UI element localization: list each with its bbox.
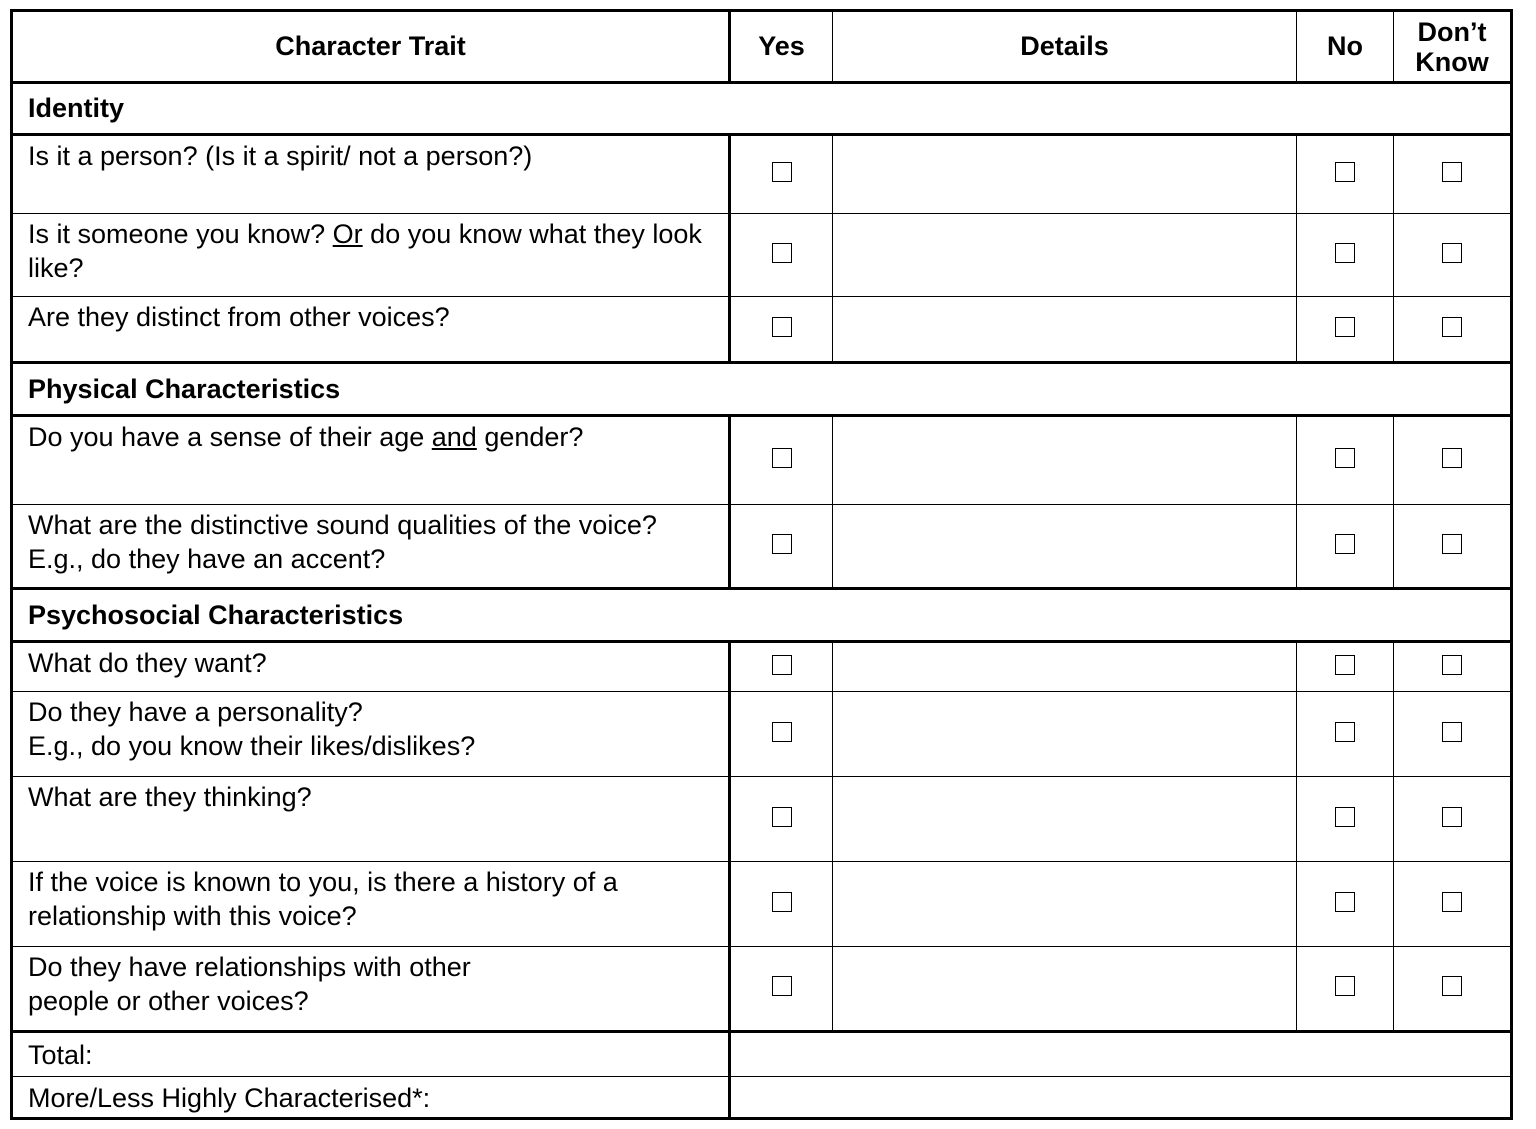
yes-checkbox[interactable] xyxy=(772,448,792,468)
yes-cell xyxy=(730,505,833,589)
question-row xyxy=(12,642,1512,692)
dont-know-cell xyxy=(1394,297,1512,363)
question-row xyxy=(12,862,1512,947)
no-checkbox[interactable] xyxy=(1335,892,1355,912)
question-row xyxy=(12,135,1512,214)
section-row-physical xyxy=(12,363,1512,416)
no-cell xyxy=(1297,505,1394,589)
total-row xyxy=(12,1032,1512,1077)
question-text: Do you have a sense of their age and gender? xyxy=(12,416,730,505)
no-checkbox[interactable] xyxy=(1335,655,1355,675)
dont-know-checkbox[interactable] xyxy=(1442,448,1462,468)
dont-know-cell xyxy=(1394,642,1512,692)
dont-know-cell xyxy=(1394,947,1512,1032)
no-checkbox[interactable] xyxy=(1335,722,1355,742)
no-cell xyxy=(1297,642,1394,692)
header-yes: Yes xyxy=(730,11,833,83)
question-text: Is it a person? (Is it a spirit/ not a person?) xyxy=(12,135,730,214)
no-cell xyxy=(1297,297,1394,363)
details-field[interactable] xyxy=(833,642,1297,692)
question-text: Do they have a personality? E.g., do you know their likes/dislikes? xyxy=(12,692,730,777)
details-field[interactable] xyxy=(833,862,1297,947)
question-row xyxy=(12,297,1512,363)
question-row xyxy=(12,416,1512,505)
dont-know-checkbox[interactable] xyxy=(1442,317,1462,337)
question-text: If the voice is known to you, is there a history of a relationship with this voice? xyxy=(12,862,730,947)
section-row-psychosocial xyxy=(12,589,1512,642)
details-field[interactable] xyxy=(833,297,1297,363)
yes-cell xyxy=(730,642,833,692)
no-cell xyxy=(1297,777,1394,862)
header-character-trait: Character Trait xyxy=(12,11,730,83)
yes-cell xyxy=(730,862,833,947)
dont-know-cell xyxy=(1394,777,1512,862)
details-field[interactable] xyxy=(833,777,1297,862)
dont-know-checkbox[interactable] xyxy=(1442,807,1462,827)
header-row xyxy=(12,11,1512,83)
yes-cell xyxy=(730,214,833,297)
yes-cell xyxy=(730,297,833,363)
yes-checkbox[interactable] xyxy=(772,807,792,827)
yes-cell xyxy=(730,692,833,777)
yes-checkbox[interactable] xyxy=(772,162,792,182)
characterised-label: More/Less Highly Characterised*: xyxy=(12,1077,730,1119)
question-row xyxy=(12,505,1512,589)
dont-know-checkbox[interactable] xyxy=(1442,534,1462,554)
question-text: What are the distinctive sound qualities of the voice? E.g., do they have an accent? xyxy=(12,505,730,589)
yes-checkbox[interactable] xyxy=(772,317,792,337)
no-checkbox[interactable] xyxy=(1335,317,1355,337)
details-field[interactable] xyxy=(833,505,1297,589)
characterised-field[interactable] xyxy=(730,1077,1512,1119)
details-field[interactable] xyxy=(833,214,1297,297)
section-title-psychosocial: Psychosocial Characteristics xyxy=(12,589,1512,642)
yes-checkbox[interactable] xyxy=(772,976,792,996)
yes-checkbox[interactable] xyxy=(772,892,792,912)
no-checkbox[interactable] xyxy=(1335,534,1355,554)
question-row xyxy=(12,692,1512,777)
dont-know-cell xyxy=(1394,862,1512,947)
dont-know-checkbox[interactable] xyxy=(1442,892,1462,912)
dont-know-checkbox[interactable] xyxy=(1442,162,1462,182)
section-title-identity: Identity xyxy=(12,83,1512,135)
no-cell xyxy=(1297,947,1394,1032)
question-text: Is it someone you know? Or do you know what they look like? xyxy=(12,214,730,297)
header-details: Details xyxy=(833,11,1297,83)
character-trait-table xyxy=(10,9,1513,1120)
no-checkbox[interactable] xyxy=(1335,448,1355,468)
yes-checkbox[interactable] xyxy=(772,534,792,554)
question-row xyxy=(12,777,1512,862)
characterised-row xyxy=(12,1077,1512,1119)
question-text: What do they want? xyxy=(12,642,730,692)
details-field[interactable] xyxy=(833,947,1297,1032)
question-row xyxy=(12,214,1512,297)
question-text: Do they have relationships with other people or other voices? xyxy=(12,947,730,1032)
yes-cell xyxy=(730,947,833,1032)
question-row xyxy=(12,947,1512,1032)
yes-cell xyxy=(730,135,833,214)
dont-know-checkbox[interactable] xyxy=(1442,243,1462,263)
section-row-identity xyxy=(12,83,1512,135)
dont-know-cell xyxy=(1394,214,1512,297)
dont-know-cell xyxy=(1394,692,1512,777)
dont-know-checkbox[interactable] xyxy=(1442,976,1462,996)
dont-know-cell xyxy=(1394,135,1512,214)
details-field[interactable] xyxy=(833,692,1297,777)
total-field[interactable] xyxy=(730,1032,1512,1077)
question-text: What are they thinking? xyxy=(12,777,730,862)
no-cell xyxy=(1297,135,1394,214)
total-label: Total: xyxy=(12,1032,730,1077)
no-checkbox[interactable] xyxy=(1335,243,1355,263)
yes-checkbox[interactable] xyxy=(772,722,792,742)
no-checkbox[interactable] xyxy=(1335,976,1355,996)
no-checkbox[interactable] xyxy=(1335,807,1355,827)
question-text: Are they distinct from other voices? xyxy=(12,297,730,363)
dont-know-cell xyxy=(1394,416,1512,505)
no-checkbox[interactable] xyxy=(1335,162,1355,182)
dont-know-checkbox[interactable] xyxy=(1442,655,1462,675)
section-title-physical: Physical Characteristics xyxy=(12,363,1512,416)
yes-cell xyxy=(730,777,833,862)
details-field[interactable] xyxy=(833,416,1297,505)
header-no: No xyxy=(1297,11,1394,83)
no-cell xyxy=(1297,214,1394,297)
yes-cell xyxy=(730,416,833,505)
no-cell xyxy=(1297,416,1394,505)
yes-checkbox[interactable] xyxy=(772,243,792,263)
dont-know-checkbox[interactable] xyxy=(1442,722,1462,742)
no-cell xyxy=(1297,692,1394,777)
details-field[interactable] xyxy=(833,135,1297,214)
no-cell xyxy=(1297,862,1394,947)
dont-know-cell xyxy=(1394,505,1512,589)
yes-checkbox[interactable] xyxy=(772,655,792,675)
header-dont-know: Don’t Know xyxy=(1394,11,1512,83)
